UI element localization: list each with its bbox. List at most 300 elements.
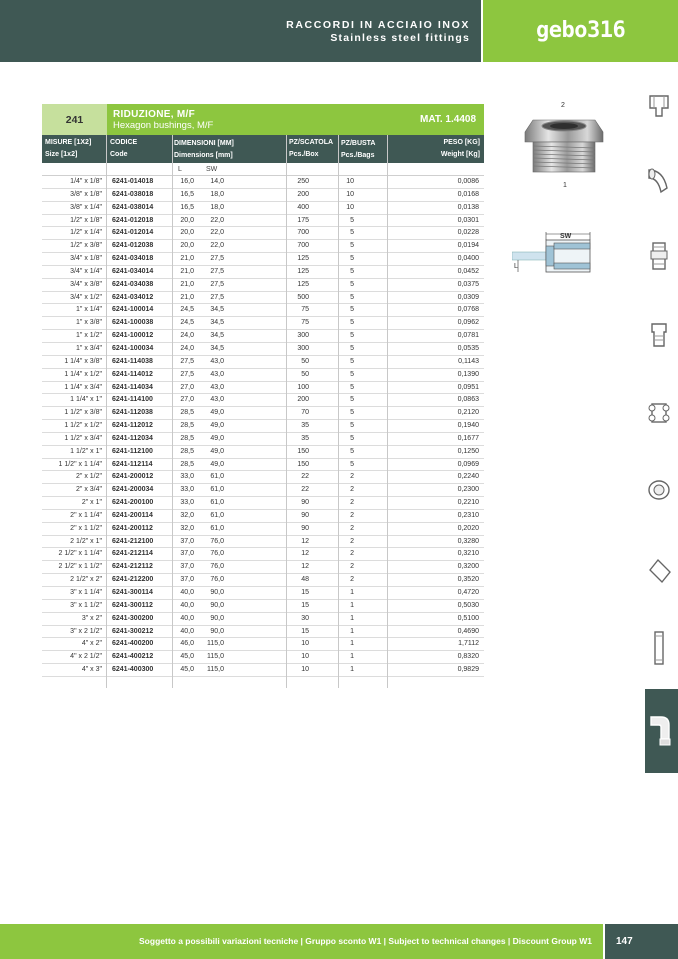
- header-titles: [286, 19, 470, 45]
- cell-code: 6241-400200: [112, 640, 154, 648]
- cell-size: 1 1/2" x 3/8": [64, 409, 102, 417]
- drawing-label-sw: SW: [560, 233, 572, 240]
- cell-code: 6241-212100: [112, 537, 154, 545]
- table-row: [42, 304, 484, 317]
- cell-weight: 0,2210: [457, 499, 479, 507]
- cell-sw: 90,0: [210, 614, 224, 622]
- cell-code: 6241-200114: [112, 511, 153, 519]
- cell-sw: 76,0: [210, 550, 224, 558]
- table-row: [42, 613, 484, 626]
- cell-pcs-box: 50: [301, 370, 309, 378]
- cell-code: 6241-100012: [112, 332, 154, 340]
- cell-pcs-box: 700: [297, 229, 309, 237]
- cell-size: 2 1/2" x 1 1/4": [58, 550, 102, 558]
- cell-pcs-box: 90: [301, 499, 309, 507]
- cell-code: 6241-114038: [112, 357, 153, 365]
- cell-weight: 0,5030: [457, 601, 479, 609]
- cell-size: 3/4" x 1/4": [70, 267, 102, 275]
- cell-pcs-box: 100: [297, 383, 309, 391]
- cell-size: 1 1/2" x 3/4": [64, 434, 102, 442]
- cell-weight: 0,1250: [457, 447, 479, 455]
- cell-sw: 61,0: [210, 524, 224, 532]
- cell-length: 40,0: [180, 589, 194, 596]
- cell-code: 6241-112100: [112, 447, 153, 455]
- cell-length: 16,5: [180, 190, 194, 198]
- cell-code: 6241-012038: [112, 242, 154, 250]
- cell-sw: 43,0: [210, 357, 224, 365]
- cell-sw: 22,0: [210, 242, 224, 250]
- cell-code: 6241-300212: [112, 627, 154, 635]
- cell-weight: 0,3280: [457, 537, 479, 545]
- cell-pcs-box: 35: [301, 434, 309, 442]
- cell-code: 6241-114100: [112, 396, 153, 404]
- cell-sw: 22,0: [210, 216, 224, 224]
- cell-length: 16,0: [180, 178, 194, 185]
- cell-length: 20,0: [180, 242, 194, 250]
- product-table: [42, 104, 484, 677]
- cell-weight: 0,0452: [457, 267, 479, 275]
- col-box-en: Pcs./Box: [289, 151, 319, 158]
- cell-length: 37,0: [180, 537, 194, 545]
- cell-weight: 0,2120: [457, 409, 479, 417]
- cell-pcs-bag: 5: [350, 409, 354, 417]
- cell-pcs-box: 12: [301, 563, 309, 571]
- cell-pcs-box: 300: [297, 332, 309, 340]
- cell-length: 20,0: [180, 229, 194, 237]
- cell-length: 27,5: [180, 357, 194, 365]
- cell-size: 2" x 1/2": [76, 473, 102, 481]
- cell-pcs-bag: 2: [350, 524, 354, 532]
- product-name-it: RIDUZIONE, M/F: [113, 109, 195, 120]
- cell-size: 1" x 3/8": [76, 319, 102, 327]
- table-row: [42, 215, 484, 228]
- table-row: [42, 343, 484, 356]
- cell-weight: 1,7112: [458, 640, 479, 648]
- sub-col-sw: SW: [206, 166, 218, 173]
- cell-sw: 22,0: [210, 229, 224, 237]
- cell-pcs-box: 200: [297, 396, 309, 404]
- cell-pcs-bag: 5: [350, 293, 354, 301]
- cell-weight: 0,1940: [457, 422, 479, 430]
- cell-size: 2 1/2" x 1": [70, 537, 102, 545]
- cell-length: 21,0: [180, 280, 194, 288]
- col-weight-en: Weight [Kg]: [440, 151, 480, 158]
- cell-length: 45,0: [180, 666, 194, 674]
- cell-pcs-bag: 1: [350, 666, 354, 674]
- cell-length: 21,0: [180, 267, 194, 275]
- cell-sw: 27,5: [210, 267, 224, 275]
- cell-length: 32,0: [180, 524, 194, 532]
- product-name-en: Hexagon bushings, M/F: [113, 120, 214, 131]
- table-row: [42, 600, 484, 613]
- cell-sw: 34,5: [210, 306, 224, 314]
- cell-pcs-box: 30: [301, 614, 309, 622]
- cell-code: 6241-200034: [112, 486, 154, 494]
- table-row: [42, 459, 484, 472]
- table-row: [42, 484, 484, 497]
- cell-sw: 76,0: [210, 576, 224, 584]
- table-row: [42, 407, 484, 420]
- cell-sw: 34,5: [210, 319, 224, 327]
- cell-pcs-box: 250: [297, 178, 309, 185]
- cell-size: 3" x 2 1/2": [70, 627, 102, 635]
- cell-length: 24,5: [180, 306, 194, 314]
- cell-pcs-box: 90: [301, 511, 309, 519]
- table-row: [42, 664, 484, 677]
- cell-weight: 0,0168: [457, 190, 479, 198]
- cell-weight: 0,2240: [457, 473, 479, 481]
- cell-weight: 0,0535: [457, 344, 479, 352]
- table-row: [42, 548, 484, 561]
- cell-pcs-box: 125: [297, 280, 309, 288]
- cell-pcs-bag: 5: [350, 396, 354, 404]
- cell-length: 33,0: [180, 473, 194, 481]
- cell-pcs-bag: 1: [350, 640, 354, 648]
- cell-code: 6241-400300: [112, 666, 154, 674]
- sub-col-l: L: [178, 166, 182, 173]
- cell-pcs-box: 90: [301, 524, 309, 532]
- table-row: [42, 292, 484, 305]
- cell-sw: 90,0: [210, 601, 224, 609]
- cell-pcs-box: 150: [297, 447, 309, 455]
- table-row: [42, 202, 484, 215]
- cell-length: 28,5: [180, 434, 194, 442]
- table-row: [42, 626, 484, 639]
- cell-weight: 0,0309: [457, 293, 479, 301]
- cell-pcs-bag: 5: [350, 306, 354, 314]
- cell-size: 2" x 3/4": [76, 486, 102, 494]
- bushing-section-drawing: [512, 230, 602, 282]
- cell-pcs-bag: 2: [350, 537, 354, 545]
- table-row: [42, 574, 484, 587]
- cell-size: 1 1/2" x 1 1/4": [58, 460, 102, 468]
- bend-fitting-icon[interactable]: [644, 158, 674, 198]
- cell-code: 6241-034038: [112, 280, 154, 288]
- cell-sw: 61,0: [210, 473, 224, 481]
- header-logo-area: [483, 0, 678, 62]
- table-row: [42, 369, 484, 382]
- cell-pcs-bag: 1: [350, 601, 354, 609]
- cell-sw: 61,0: [210, 486, 224, 494]
- nipple-fitting-icon[interactable]: [644, 628, 674, 668]
- cell-sw: 27,5: [210, 280, 224, 288]
- cell-pcs-bag: 5: [350, 319, 354, 327]
- table-row: [42, 536, 484, 549]
- union-fitting-icon[interactable]: [644, 235, 674, 275]
- cell-pcs-box: 15: [301, 589, 309, 596]
- cell-size: 1 1/2" x 1": [70, 447, 102, 455]
- table-body: [42, 176, 484, 677]
- table-row: [42, 420, 484, 433]
- cell-sw: 76,0: [210, 537, 224, 545]
- cell-pcs-bag: 5: [350, 447, 354, 455]
- cell-sw: 34,5: [210, 344, 224, 352]
- cell-pcs-box: 10: [301, 666, 309, 674]
- cell-size: 3" x 1 1/4": [70, 589, 102, 596]
- cell-weight: 0,3210: [457, 550, 479, 558]
- cell-code: 6241-034012: [112, 293, 154, 301]
- cell-size: 1 1/4" x 1/2": [64, 370, 102, 378]
- cell-sw: 115,0: [207, 640, 224, 648]
- cell-pcs-bag: 2: [350, 550, 354, 558]
- cell-code: 6241-114034: [112, 383, 153, 391]
- cell-weight: 0,5100: [457, 614, 479, 622]
- cell-weight: 0,1143: [458, 357, 479, 365]
- active-section-tab[interactable]: [645, 689, 678, 773]
- table-row: [42, 266, 484, 279]
- cell-pcs-box: 75: [301, 306, 309, 314]
- cell-size: 4" x 2": [81, 640, 102, 648]
- cell-pcs-box: 400: [297, 203, 309, 211]
- cell-pcs-box: 500: [297, 293, 309, 301]
- cell-sw: 76,0: [210, 563, 224, 571]
- table-row: [42, 446, 484, 459]
- cell-size: 1/4" x 1/8": [70, 178, 102, 185]
- cell-code: 6241-300200: [112, 614, 154, 622]
- cell-code: 6241-114012: [112, 370, 153, 378]
- cell-pcs-bag: 5: [350, 280, 354, 288]
- clamp-fitting-icon[interactable]: [644, 392, 674, 432]
- elbow-active-icon: [645, 689, 678, 773]
- cell-weight: 0,0969: [457, 460, 479, 468]
- page-footer: [0, 924, 678, 959]
- cell-pcs-bag: 5: [350, 216, 354, 224]
- table-row: [42, 189, 484, 202]
- cell-sw: 49,0: [210, 447, 224, 455]
- header-title-en: Stainless steel fittings: [330, 32, 470, 44]
- tee-fitting-icon[interactable]: [644, 82, 674, 122]
- product-number: 241: [42, 104, 107, 135]
- table-row: [42, 651, 484, 664]
- cell-size: 2" x 1 1/2": [70, 524, 102, 532]
- table-row: [42, 561, 484, 574]
- cell-length: 46,0: [180, 640, 194, 648]
- cell-length: 32,0: [180, 511, 194, 519]
- cell-weight: 0,0194: [457, 242, 479, 250]
- cell-length: 24,0: [180, 344, 194, 352]
- cell-length: 28,5: [180, 422, 194, 430]
- cell-pcs-box: 48: [301, 576, 309, 584]
- cell-code: 6241-200112: [112, 524, 153, 532]
- cell-size: 3/8" x 1/4": [70, 203, 102, 211]
- cell-pcs-bag: 5: [350, 344, 354, 352]
- col-size-en: Size [1x2]: [45, 151, 78, 158]
- cell-length: 27,0: [180, 396, 194, 404]
- col-weight-it: PESO [KG]: [443, 139, 480, 146]
- product-title-bar: [42, 104, 484, 135]
- cell-length: 40,0: [180, 627, 194, 635]
- drawing-label-2: 2: [561, 102, 565, 109]
- cell-sw: 90,0: [210, 627, 224, 635]
- cell-pcs-box: 150: [297, 460, 309, 468]
- cell-sw: 27,5: [210, 255, 224, 263]
- cell-weight: 0,0400: [457, 255, 479, 263]
- cell-code: 6241-014018: [112, 178, 154, 185]
- table-row: [42, 356, 484, 369]
- cell-sw: 43,0: [210, 396, 224, 404]
- cell-size: 3" x 1 1/2": [70, 601, 102, 609]
- cell-pcs-box: 300: [297, 344, 309, 352]
- cap-fitting-icon[interactable]: [644, 470, 674, 510]
- drawing-label-l: L: [514, 263, 518, 270]
- cell-code: 6241-100034: [112, 344, 154, 352]
- table-row: [42, 253, 484, 266]
- cell-pcs-bag: 2: [350, 473, 354, 481]
- cell-pcs-bag: 5: [350, 255, 354, 263]
- cell-size: 1" x 1/4": [76, 306, 102, 314]
- cell-pcs-bag: 1: [350, 614, 354, 622]
- table-row: [42, 394, 484, 407]
- cell-length: 37,0: [180, 563, 194, 571]
- cell-code: 6241-212200: [112, 576, 154, 584]
- cell-weight: 0,2300: [457, 486, 479, 494]
- cell-sw: 115,0: [207, 666, 224, 674]
- cell-sw: 49,0: [210, 434, 224, 442]
- cell-size: 2 1/2" x 1 1/2": [58, 563, 102, 571]
- cell-length: 37,0: [180, 576, 194, 584]
- cell-size: 4" x 2 1/2": [70, 653, 102, 661]
- cell-weight: 0,2020: [457, 524, 479, 532]
- cell-pcs-bag: 1: [350, 653, 354, 661]
- cell-pcs-box: 22: [301, 486, 309, 494]
- table-row: [42, 471, 484, 484]
- col-box-it: PZ/SCATOLA: [289, 139, 334, 146]
- cell-weight: 0,8320: [457, 653, 479, 661]
- cell-size: 2" x 1 1/4": [70, 511, 102, 519]
- table-row: [42, 497, 484, 510]
- col-bag-it: PZ/BUSTA: [341, 140, 376, 147]
- cell-sw: 43,0: [210, 370, 224, 378]
- cell-pcs-bag: 5: [350, 434, 354, 442]
- cell-code: 6241-012018: [112, 216, 154, 224]
- page-number: 147: [605, 924, 678, 959]
- col-code-it: CODICE: [110, 139, 138, 146]
- table-row: [42, 227, 484, 240]
- cell-size: 1" x 1/2": [76, 332, 102, 340]
- cell-pcs-bag: 10: [346, 178, 354, 185]
- cell-pcs-bag: 10: [346, 190, 354, 198]
- product-material: MAT. 1.4408: [420, 114, 476, 125]
- cell-sw: 18,0: [210, 190, 224, 198]
- cell-size: 1 1/4" x 1": [70, 396, 102, 404]
- cell-pcs-bag: 2: [350, 576, 354, 584]
- cell-pcs-bag: 2: [350, 499, 354, 507]
- cell-sw: 115,0: [207, 653, 224, 661]
- cell-weight: 0,0951: [457, 383, 479, 391]
- cell-weight: 0,2310: [457, 511, 479, 519]
- cell-length: 28,5: [180, 447, 194, 455]
- cell-pcs-box: 50: [301, 357, 309, 365]
- cell-code: 6241-300114: [112, 589, 153, 596]
- cell-weight: 0,0138: [457, 203, 479, 211]
- cell-size: 3/4" x 3/8": [70, 280, 102, 288]
- cell-code: 6241-038014: [112, 203, 154, 211]
- cell-weight: 0,0962: [457, 319, 479, 327]
- cell-size: 2" x 1": [81, 499, 102, 507]
- cell-length: 40,0: [180, 614, 194, 622]
- cell-weight: 0,0375: [457, 280, 479, 288]
- hexagon-bushing-image: [519, 112, 609, 180]
- table-header: [42, 135, 484, 163]
- socket-fitting-icon[interactable]: [644, 314, 674, 354]
- cell-pcs-box: 22: [301, 473, 309, 481]
- cell-pcs-bag: 2: [350, 486, 354, 494]
- cell-sw: 61,0: [210, 511, 224, 519]
- table-row: [42, 587, 484, 600]
- cell-pcs-bag: 10: [346, 203, 354, 211]
- cell-weight: 0,0781: [457, 332, 479, 340]
- table-row: [42, 382, 484, 395]
- cell-length: 40,0: [180, 601, 194, 609]
- cell-sw: 34,5: [210, 332, 224, 340]
- cell-pcs-box: 70: [301, 409, 309, 417]
- cell-pcs-bag: 5: [350, 267, 354, 275]
- cell-pcs-bag: 5: [350, 357, 354, 365]
- cell-length: 33,0: [180, 486, 194, 494]
- cell-pcs-bag: 2: [350, 563, 354, 571]
- cell-code: 6241-400212: [112, 653, 154, 661]
- column-divider: [387, 135, 388, 688]
- cell-pcs-box: 10: [301, 653, 309, 661]
- cell-weight: 0,3520: [457, 576, 479, 584]
- cell-sw: 27,5: [210, 293, 224, 301]
- cell-size: 2 1/2" x 2": [70, 576, 102, 584]
- table-row: [42, 279, 484, 292]
- cell-length: 28,5: [180, 460, 194, 468]
- column-divider: [338, 135, 339, 688]
- cell-code: 6241-200012: [112, 473, 154, 481]
- cell-pcs-bag: 1: [350, 589, 354, 596]
- cell-pcs-box: 12: [301, 537, 309, 545]
- cell-length: 28,5: [180, 409, 194, 417]
- cell-size: 3/4" x 1/8": [70, 255, 102, 263]
- cell-size: 1" x 3/4": [76, 344, 102, 352]
- cell-code: 6241-100038: [112, 319, 154, 327]
- table-row: [42, 433, 484, 446]
- cell-pcs-box: 10: [301, 640, 309, 648]
- cell-sw: 49,0: [210, 422, 224, 430]
- cell-code: 6241-112012: [112, 422, 153, 430]
- drawing-label-1: 1: [563, 182, 567, 189]
- table-row: [42, 510, 484, 523]
- cell-pcs-box: 700: [297, 242, 309, 250]
- cell-code: 6241-212112: [112, 563, 153, 571]
- cell-pcs-box: 125: [297, 255, 309, 263]
- cell-code: 6241-034018: [112, 255, 154, 263]
- elbow-fitting-icon[interactable]: [644, 550, 674, 590]
- cell-code: 6241-100014: [112, 306, 154, 314]
- cell-code: 6241-034014: [112, 267, 154, 275]
- col-dim-en: Dimensions [mm]: [174, 152, 233, 159]
- cell-size: 1/2" x 1/4": [70, 229, 102, 237]
- cell-weight: 0,1390: [457, 370, 479, 378]
- cell-pcs-bag: 5: [350, 383, 354, 391]
- cell-sw: 61,0: [210, 499, 224, 507]
- cell-pcs-bag: 1: [350, 627, 354, 635]
- cell-size: 4" x 3": [81, 666, 102, 674]
- cell-length: 45,0: [180, 653, 194, 661]
- header-title-it: RACCORDI IN ACCIAIO INOX: [286, 19, 470, 31]
- cell-length: 24,5: [180, 319, 194, 327]
- cell-weight: 0,0768: [457, 306, 479, 314]
- footer-text: Soggetto a possibili variazioni tecniche | Gruppo sconto W1 | Subject to technical changes | Discount Group W1: [139, 936, 592, 946]
- brand-logo: gebo316: [536, 18, 626, 43]
- cell-code: 6241-112038: [112, 409, 153, 417]
- cell-pcs-box: 15: [301, 627, 309, 635]
- cell-pcs-bag: 2: [350, 511, 354, 519]
- cell-sw: 43,0: [210, 383, 224, 391]
- cell-weight: 0,4690: [457, 627, 479, 635]
